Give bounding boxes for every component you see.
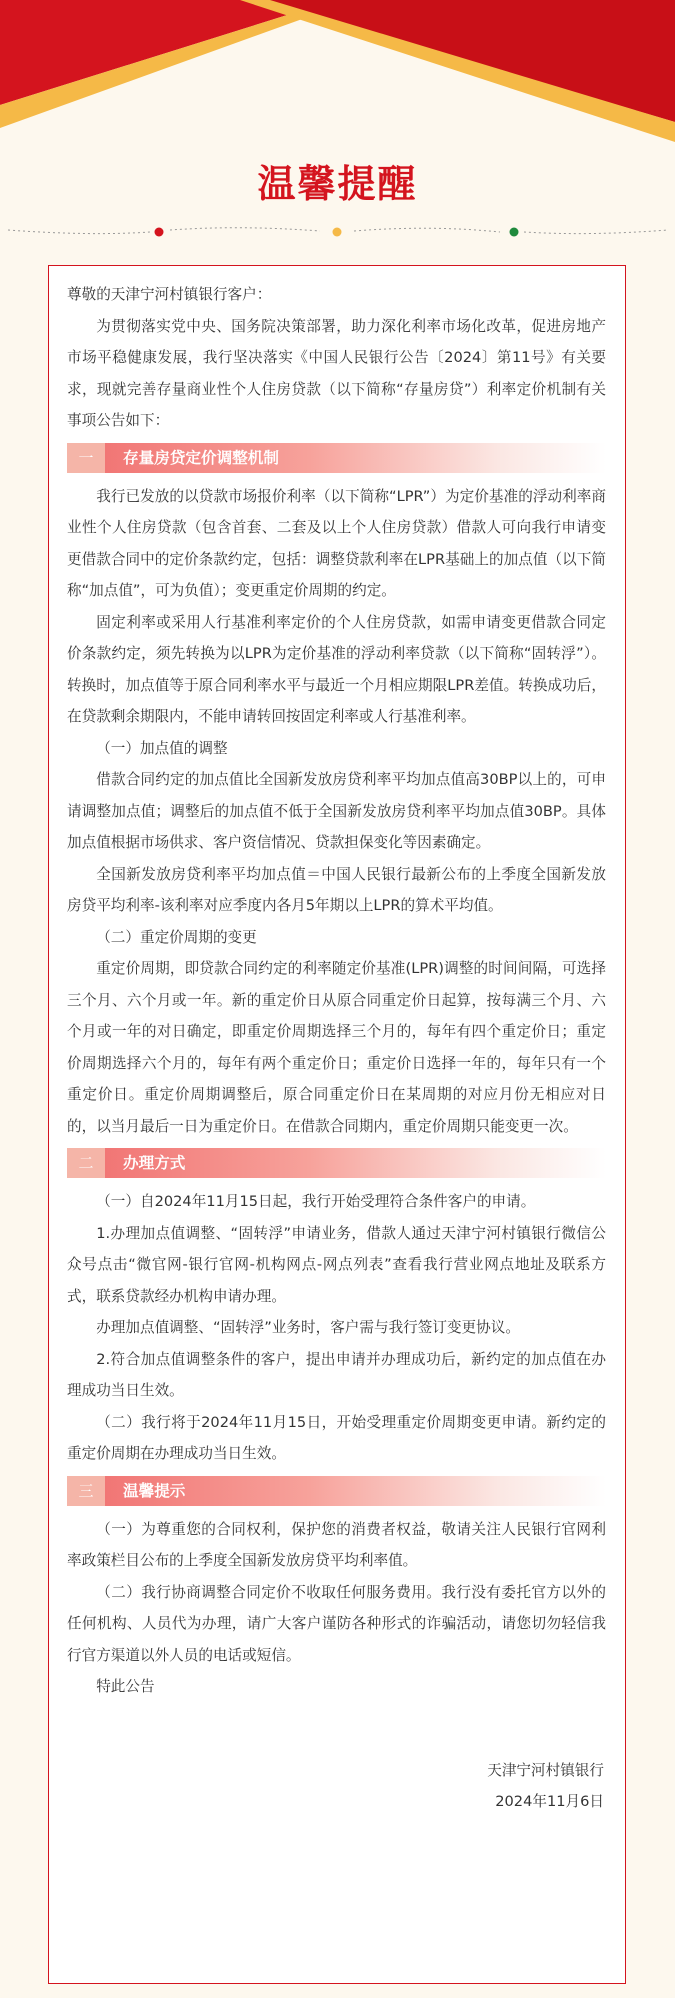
body-paragraph: 办理加点值调整、“固转浮”业务时，客户需与我行签订变更协议。 — [96, 1319, 520, 1336]
intro-paragraph: 为贯彻落实党中央、国务院决策部署，助力深化利率市场化改革，促进房地产市场平稳健康发展，我行坚决落实《中国人民银行公告〔2024〕第11号》有关要求，现就完善存量商业性个人住房贷款（以下简称“存量房贷”）利率定价机制有关事项公告如下： — [67, 317, 606, 429]
body-paragraph: （二）我行将于2024年11月15日，开始受理重定价周期变更申请。新约定的重定价周期在办理成功当日生效。 — [67, 1413, 606, 1462]
section-header-3 — [67, 1476, 606, 1506]
body-paragraph: （一）自2024年11月15日起，我行开始受理符合条件客户的申请。 — [96, 1193, 536, 1210]
section-header-1 — [67, 443, 606, 473]
section-number: 二 — [67, 1148, 105, 1178]
body-paragraph: 我行已发放的以贷款市场报价利率（以下简称“LPR”）为定价基准的浮动利率商业性个人住房贷款（包含首套、二套及以上个人住房贷款）借款人可向我行申请变更借款合同中的定价条款约定，包括：调整贷款利率在LPR基础上的加点值（以下简称“加点值”，可为负值）；变更重定价周期的约定。 — [67, 487, 606, 599]
section-title: 办理方式 — [123, 1154, 186, 1172]
page-title: 温馨提醒 — [257, 162, 418, 206]
body-paragraph: （二）我行协商调整合同定价不收取任何服务费用。我行没有委托官方以外的任何机构、人员代为办理，请广大客户谨防各种形式的诈骗活动，请您切勿轻信我行官方渠道以外人员的电话或短信。 — [67, 1583, 606, 1664]
subheading: （二）重定价周期的变更 — [96, 928, 257, 946]
subheading: （一）加点值的调整 — [96, 739, 228, 757]
greeting: 尊敬的天津宁河村镇银行客户： — [67, 286, 272, 303]
body-paragraph: 全国新发放房贷利率平均加点值＝中国人民银行最新公布的上季度全国新发放房贷平均利率-该利率对应季度内各月5年期以上LPR的算术平均值。 — [67, 865, 606, 914]
body-paragraph: 2.符合加点值调整条件的客户，提出申请并办理成功后，新约定的加点值在办理成功当日生效。 — [67, 1350, 606, 1399]
signature-date: 2024年11月6日 — [495, 1793, 604, 1810]
notice-box — [48, 265, 626, 1984]
signature-block — [67, 1755, 606, 1818]
header-banner — [0, 0, 675, 160]
body-paragraph: （一）为尊重您的合同权利，保护您的消费者权益，敬请关注人民银行官网利率政策栏目公布的上季度全国新发放房贷平均利率值。 — [67, 1520, 606, 1569]
body-paragraph: 1.办理加点值调整、“固转浮”申请业务，借款人通过天津宁河村镇银行微信公众号点击“微官网-银行官网-机构网点-网点列表”查看我行营业网点地址及联系方式，联系贷款经办机构申请办理。 — [67, 1224, 606, 1305]
closing-line: 特此公告 — [96, 1678, 155, 1695]
red-dot — [155, 228, 164, 237]
section-header-2 — [67, 1148, 606, 1178]
section-number: 三 — [67, 1476, 105, 1506]
decorative-divider — [0, 222, 675, 242]
green-dot — [510, 228, 519, 237]
section-number: 一 — [67, 443, 105, 473]
signature-bank: 天津宁河村镇银行 — [487, 1761, 604, 1779]
gold-dot — [333, 228, 342, 237]
body-paragraph: 借款合同约定的加点值比全国新发放房贷利率平均加点值高30BP以上的，可申请调整加点值；调整后的加点值不低于全国新发放房贷利率平均加点值30BP。具体加点值根据市场供求、客户资信情况、贷款担保变化等因素确定。 — [67, 771, 606, 851]
body-paragraph: 固定利率或采用人行基准利率定价的个人住房贷款，如需申请变更借款合同定价条款约定，须先转换为以LPR为定价基准的浮动利率贷款（以下简称“固转浮”）。转换时，加点值等于原合同利率水平与最近一个月相应期限LPR差值。转换成功后，在贷款剩余期限内，不能申请转回按固定利率或人行基准利率。 — [67, 613, 606, 725]
section-title: 温馨提示 — [123, 1481, 186, 1500]
body-paragraph: 重定价周期，即贷款合同约定的利率随定价基准(LPR)调整的时间间隔，可选择三个月、六个月或一年。新的重定价日从原合同重定价日起算，按每满三个月、六个月或一年的对日确定，即重定价周期选择三个月的，每年有四个重定价日；重定价周期选择六个月的，每年有两个重定价日；重定价日选择一年的，每年只有一个重定价日。重定价周期调整后，原合同重定价日在某周期的对应月份无相应对日的，以当月最后一日为重定价日。在借款合同期内，重定价周期只能变更一次。 — [67, 960, 606, 1135]
section-title: 存量房贷定价调整机制 — [123, 448, 279, 467]
